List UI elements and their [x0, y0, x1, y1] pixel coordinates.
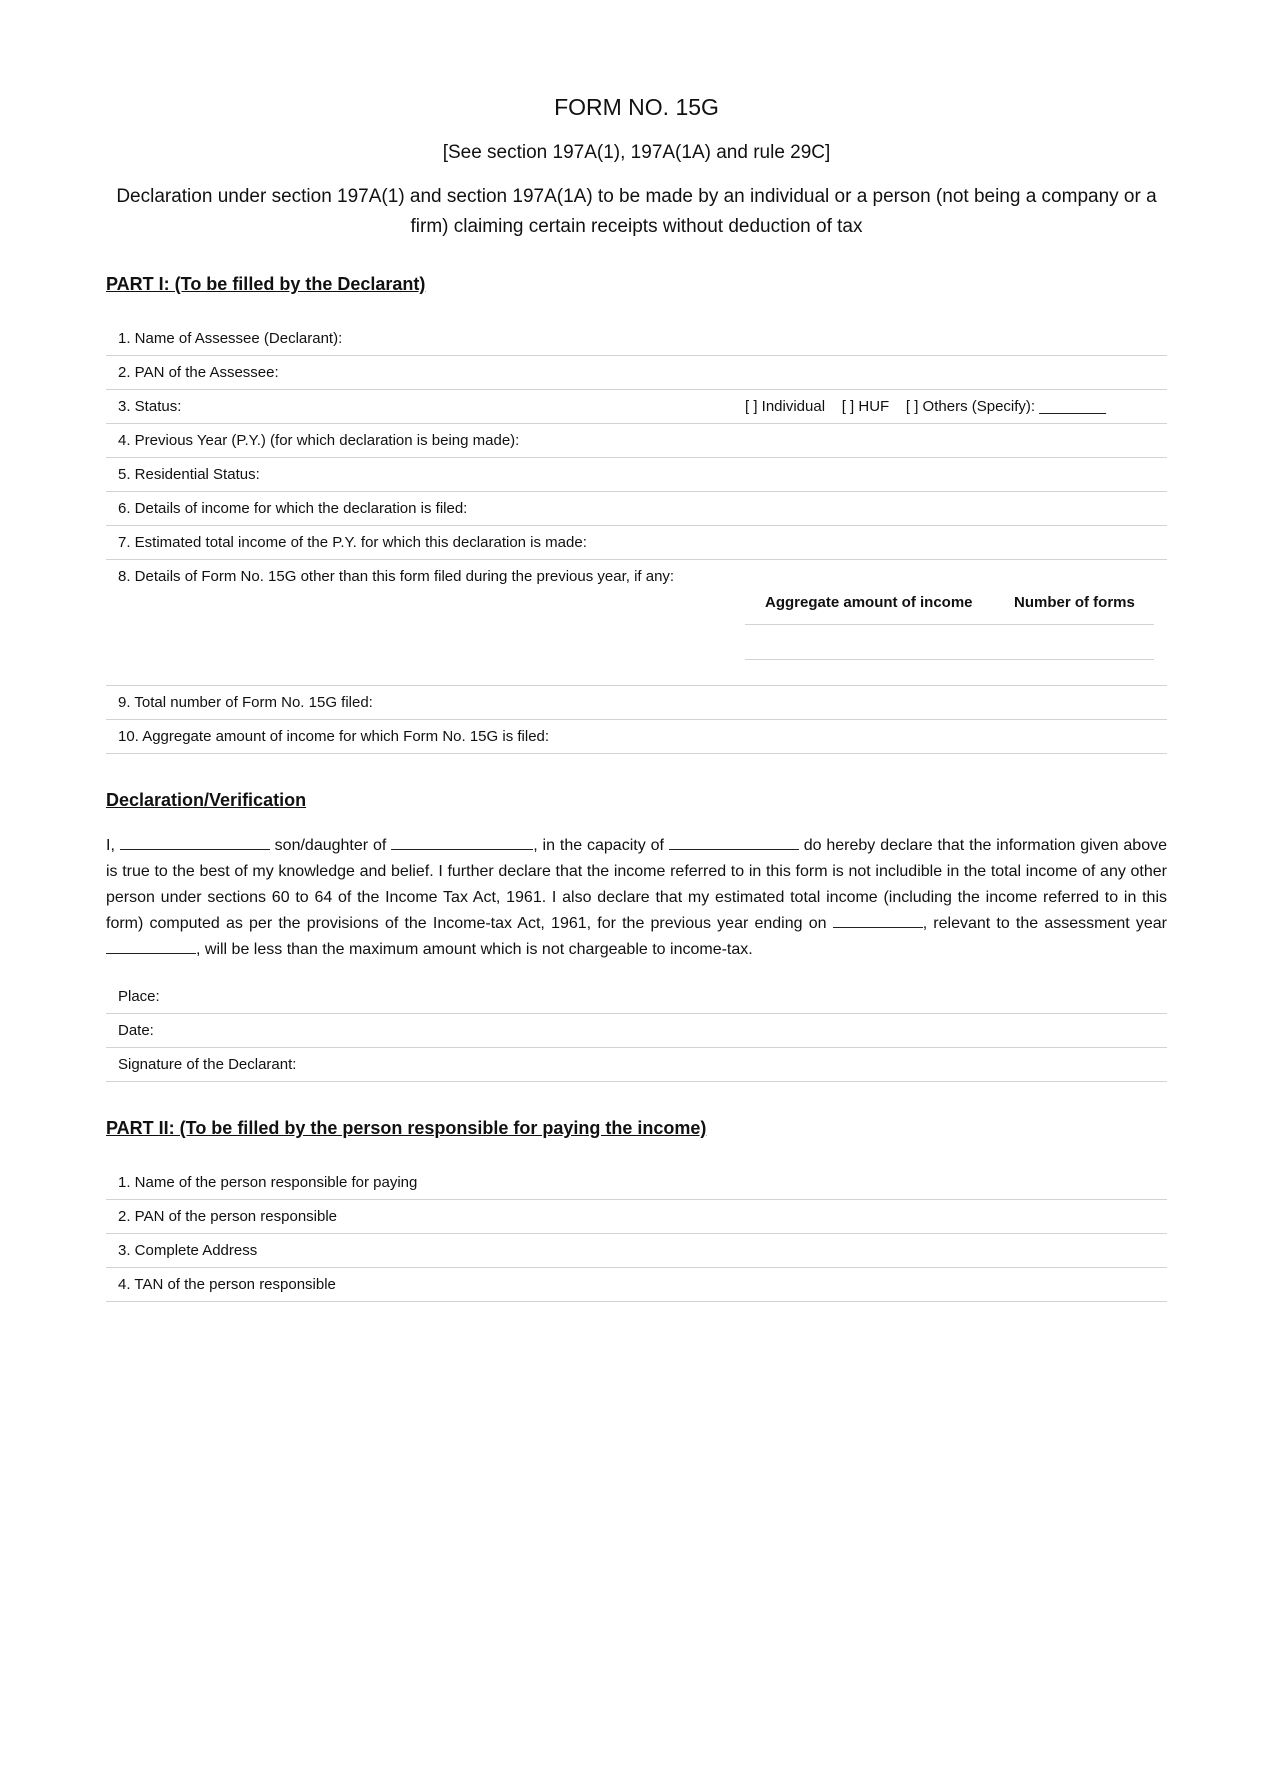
- declaration-text-part: , in the capacity of: [533, 837, 664, 854]
- part1-table: [106, 322, 1167, 754]
- row-label: Date:: [118, 1022, 154, 1039]
- part1-row-total-forms[interactable]: [106, 686, 1167, 720]
- row-label: 6. Details of income for which the declaration is filed:: [118, 500, 468, 517]
- declaration-text-part: son/daughter of: [274, 837, 387, 854]
- row-label: 9. Total number of Form No. 15G filed:: [118, 694, 373, 711]
- declaration-table: [106, 980, 1167, 1082]
- row-label: 7. Estimated total income of the P.Y. for which this declaration is made:: [118, 534, 587, 551]
- number-of-forms-header: Number of forms: [1014, 594, 1135, 611]
- declaration-text-part: I,: [106, 837, 115, 854]
- status-options[interactable]: [ ] Individual [ ] HUF [ ] Others (Specify): ________: [745, 398, 1106, 415]
- row-label: Signature of the Declarant:: [118, 1056, 297, 1073]
- form-subtitle: [See section 197A(1), 197A(1A) and rule 29C]: [442, 142, 831, 163]
- part2-heading: PART II: (To be filled by the person responsible for paying the income): [106, 1118, 707, 1138]
- part1-heading: PART I: (To be filled by the Declarant): [106, 274, 426, 294]
- part1-row-other-forms: [106, 560, 1167, 686]
- other-forms-subtable: [745, 594, 1154, 660]
- row-label: 4. TAN of the person responsible: [118, 1276, 336, 1293]
- part2-row-tan[interactable]: [106, 1268, 1167, 1302]
- declaration-text: [106, 833, 1167, 963]
- row-label: 5. Residential Status:: [118, 466, 260, 483]
- subtable-entry-row[interactable]: [745, 625, 1154, 660]
- row-label: 2. PAN of the person responsible: [118, 1208, 338, 1225]
- part2-row-payer-pan[interactable]: [106, 1200, 1167, 1234]
- part1-row-estimated-income[interactable]: [106, 526, 1167, 560]
- row-label: 1. Name of the person responsible for paying: [118, 1174, 418, 1191]
- row-label: 2. PAN of the Assessee:: [118, 364, 279, 381]
- date-row[interactable]: [106, 1014, 1167, 1048]
- part1-row-pan[interactable]: [106, 356, 1167, 390]
- declaration-text-part: do hereby declare that the information given above is true to the best of my knowledge and belief. I further declare that the income referred to in this form is not includible in the total income of any other person under sections 60 to 64 of the Income Tax Act, 1961. I also declare that my estimated total income (including the income referred to in this form) computed as per the provisions of the Income-tax Act, 1961, for the previous year ending on: [106, 837, 1167, 932]
- row-label: 10. Aggregate amount of income for which Form No. 15G is filed:: [118, 728, 550, 745]
- part2-row-address[interactable]: [106, 1234, 1167, 1268]
- declaration-heading: Declaration/Verification: [106, 790, 307, 810]
- row-label: 3. Status:: [118, 398, 182, 415]
- form-description: Declaration under section 197A(1) and section 197A(1A) to be made by an individual or a person (not being a company or a firm) claiming certain receipts without deduction of tax: [116, 186, 1157, 237]
- row-label: Place:: [118, 988, 160, 1005]
- part2-table: [106, 1166, 1167, 1302]
- form-title: FORM NO. 15G: [554, 94, 719, 120]
- part1-row-income-details[interactable]: [106, 492, 1167, 526]
- part1-row-previous-year[interactable]: [106, 424, 1167, 458]
- row-label: 4. Previous Year (P.Y.) (for which declaration is being made):: [118, 432, 520, 449]
- aggregate-amount-header: Aggregate amount of income: [765, 594, 973, 611]
- declaration-text-part: , relevant to the assessment year: [922, 915, 1168, 932]
- part2-row-payer-name[interactable]: [106, 1166, 1167, 1200]
- subtable-header: [745, 594, 1154, 625]
- capacity-blank[interactable]: [669, 836, 799, 850]
- place-row[interactable]: [106, 980, 1167, 1014]
- part1-row-residential-status[interactable]: [106, 458, 1167, 492]
- declarant-name-blank[interactable]: [120, 836, 270, 850]
- assessment-year-blank[interactable]: [106, 940, 196, 954]
- declaration-text-part: , will be less than the maximum amount which is not chargeable to income-tax.: [196, 941, 753, 958]
- row-label: 8. Details of Form No. 15G other than this form filed during the previous year, if any:: [118, 568, 675, 585]
- part1-row-aggregate-income[interactable]: [106, 720, 1167, 754]
- signature-row[interactable]: [106, 1048, 1167, 1082]
- row-label: 3. Complete Address: [118, 1242, 258, 1259]
- parent-name-blank[interactable]: [391, 836, 533, 850]
- part1-row-status[interactable]: [106, 390, 1167, 424]
- year-ending-blank[interactable]: [833, 914, 923, 928]
- part1-row-name[interactable]: [106, 322, 1167, 356]
- row-label: 1. Name of Assessee (Declarant):: [118, 330, 343, 347]
